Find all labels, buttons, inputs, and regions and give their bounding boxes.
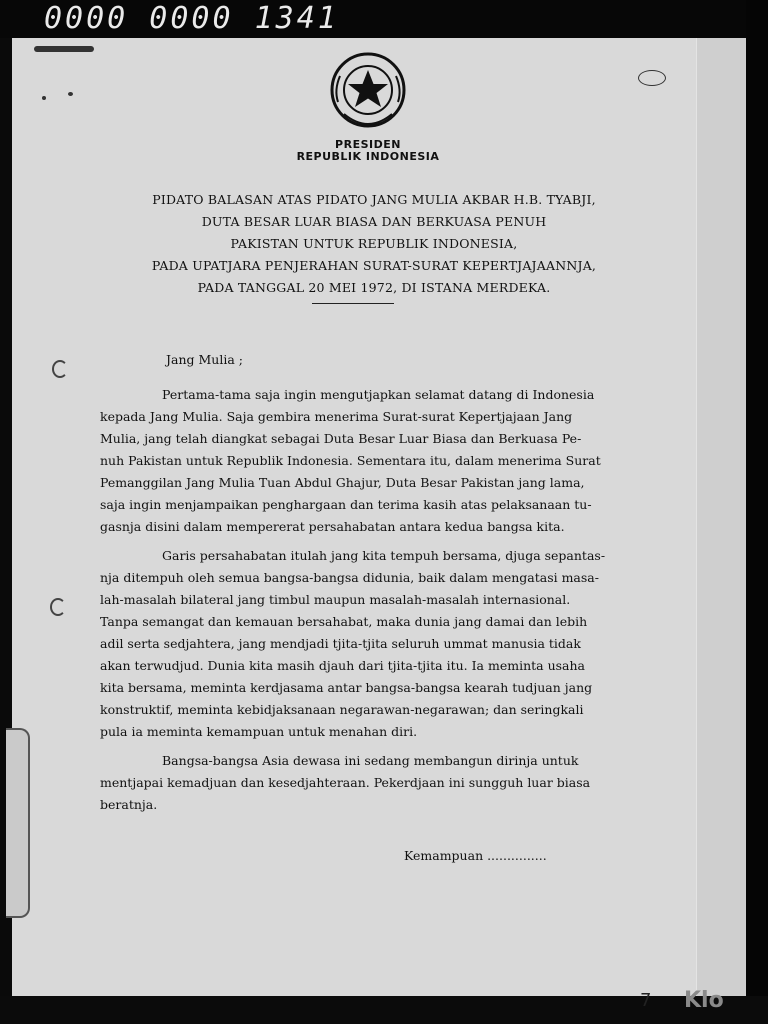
body-line: beratnja. xyxy=(100,797,158,812)
punch-hole-icon xyxy=(52,360,68,378)
archive-mark: Klo xyxy=(684,988,724,1013)
body-line: kepada Jang Mulia. Saja gembira menerima Surat-surat Kepertjajaan Jang xyxy=(100,409,573,424)
body-line: akan terwudjud. Dunia kita masih djauh dari tjita-tjita itu. Ia meminta usaha xyxy=(100,658,585,673)
page-stain xyxy=(638,70,666,86)
speech-title-line: PADA TANGGAL 20 MEI 1972, DI ISTANA MERDEKA. xyxy=(197,280,551,295)
body-line: lah-masalah bilateral jang timbul maupun masalah-masalah internasional. xyxy=(100,592,571,607)
salutation: Jang Mulia ; xyxy=(166,352,243,367)
next-page-catchword: Kemampuan ............... xyxy=(404,848,547,863)
speech-title-line: DUTA BESAR LUAR BIASA DAN BERKUASA PENUH xyxy=(201,214,547,229)
corner-mark: 7 xyxy=(640,990,652,1011)
body-line: Mulia, jang telah diangkat sebagai Duta Besar Luar Biasa dan Berkuasa Pe- xyxy=(100,431,582,446)
letterhead-title: PRESIDEN xyxy=(335,138,401,151)
speech-title-line: PIDATO BALASAN ATAS PIDATO JANG MULIA AKBAR H.B. TYABJI, xyxy=(152,192,596,207)
presidential-seal-icon xyxy=(326,50,410,130)
body-line: Pertama-tama saja ingin mengutjapkan selamat datang di Indonesia xyxy=(162,387,595,402)
ink-smudge xyxy=(34,46,94,52)
ink-dot xyxy=(68,92,73,96)
body-line: Garis persahabatan itulah jang kita tempuh bersama, djuga sepantas- xyxy=(162,548,606,563)
body-line: nuh Pakistan untuk Republik Indonesia. Sementara itu, dalam menerima Surat xyxy=(100,453,601,468)
ink-dot xyxy=(42,96,46,100)
body-line: saja ingin menjampaikan penghargaan dan terima kasih atas pelaksanaan tu- xyxy=(100,497,592,512)
body-line: adil serta sedjahtera, jang mendjadi tjita-tjita seluruh ummat manusia tidak xyxy=(100,636,581,651)
film-strip xyxy=(0,0,768,38)
body-line: mentjapai kemadjuan dan kesedjahteraan. Pekerdjaan ini sungguh luar biasa xyxy=(100,775,591,790)
body-line: Pemanggilan Jang Mulia Tuan Abdul Ghajur, Duta Besar Pakistan jang lama, xyxy=(100,475,585,490)
body-line: Bangsa-bangsa Asia dewasa ini sedang membangun dirinja untuk xyxy=(162,753,579,768)
film-border xyxy=(746,0,768,1024)
film-frame-number: 0000 0000 1341 xyxy=(44,1,339,36)
document-page xyxy=(12,38,696,996)
punch-hole-icon xyxy=(50,598,66,616)
body-line: kita bersama, meminta kerdjasama antar bangsa-bangsa kearah tudjuan jang xyxy=(100,680,593,695)
body-line: Tanpa semangat dan kemauan bersahabat, maka dunia jang damai dan lebih xyxy=(100,614,588,629)
binder-clip xyxy=(6,728,30,918)
film-bottom-border xyxy=(0,996,768,1024)
body-line: nja ditempuh oleh semua bangsa-bangsa didunia, baik dalam mengatasi masa- xyxy=(100,570,599,585)
body-line: konstruktif, meminta kebidjaksanaan negarawan-negarawan; dan seringkali xyxy=(100,702,584,717)
body-line: gasnja disini dalam mempererat persahabatan antara kedua bangsa kita. xyxy=(100,519,565,534)
speech-title-line: PAKISTAN UNTUK REPUBLIK INDONESIA, xyxy=(230,236,518,251)
body-line: pula ia meminta kemampuan untuk menahan diri. xyxy=(100,724,418,739)
title-underline xyxy=(312,303,394,304)
letterhead-subtitle: REPUBLIK INDONESIA xyxy=(296,150,440,163)
speech-title-line: PADA UPATJARA PENJERAHAN SURAT-SURAT KEPERTJAJAANNJA, xyxy=(151,258,597,273)
